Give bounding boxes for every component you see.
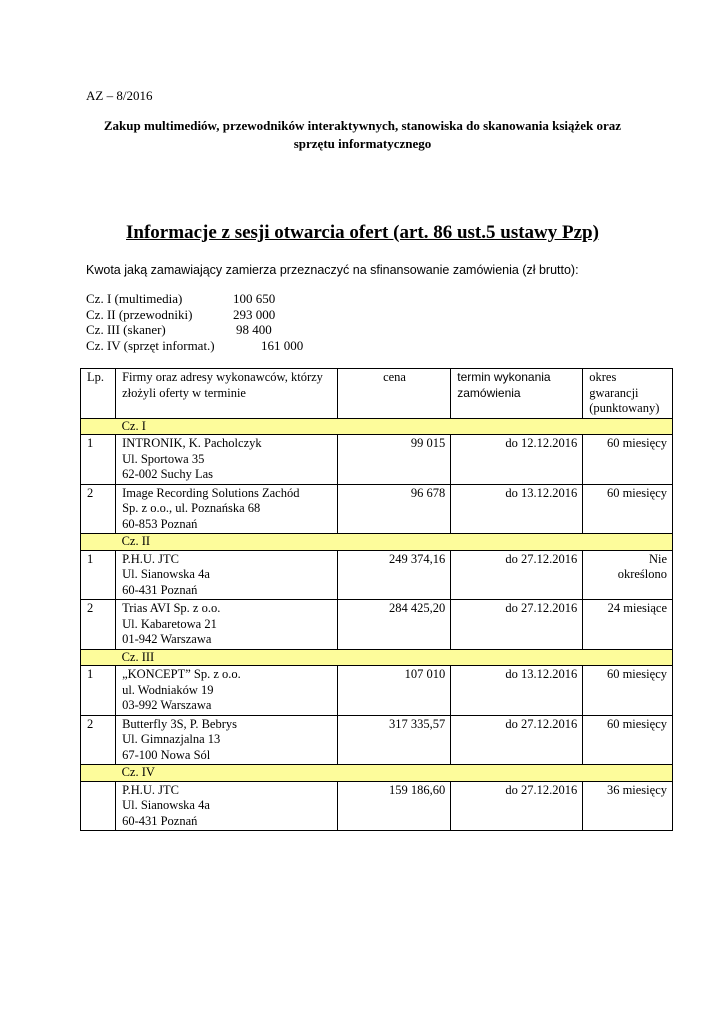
procurement-subject — [60, 117, 665, 153]
offer-lp: 1 — [81, 435, 116, 485]
document-title: Informacje z sesji otwarcia ofert (art. 86 ust.5 ustawy Pzp) — [126, 222, 599, 243]
offer-price: 249 374,16 — [337, 550, 450, 600]
firm-line: ul. Wodniaków 19 — [122, 682, 214, 697]
firm-line: Butterfly 3S, P. Bebrys — [122, 716, 237, 731]
warranty-line: 60 miesięcy — [606, 485, 667, 500]
offer-warranty — [583, 715, 673, 765]
firm-line: Trias AVI Sp. z o.o. — [122, 601, 221, 615]
budget-label: Cz. II (przewodniki) — [86, 306, 193, 322]
firm-line: 03-992 Warszawa — [122, 698, 212, 712]
header-warranty-line: okres — [589, 370, 617, 384]
firm-line: „KONCEPT” Sp. z o.o. — [122, 667, 241, 681]
part-row — [81, 765, 673, 782]
header-firm: Firmy oraz adresy wykonawców, którzy złożyli oferty w terminie — [116, 369, 338, 419]
offer-price: 159 186,60 — [337, 781, 450, 831]
firm-line: 62-002 Suchy Las — [122, 467, 214, 481]
offer-firm — [116, 715, 338, 765]
warranty-line: 60 miesięcy — [606, 436, 667, 450]
offer-term: do 27.12.2016 — [451, 600, 583, 650]
offer-price: 317 335,57 — [337, 715, 450, 765]
offer-lp: 2 — [81, 484, 116, 534]
offer-warranty — [583, 600, 673, 650]
offer-term: do 12.12.2016 — [451, 435, 583, 485]
header-term-line: zamówienia — [457, 385, 521, 400]
part-row — [81, 534, 673, 551]
subject-line: sprzętu informatycznego — [293, 136, 432, 151]
offer-warranty — [583, 435, 673, 485]
offer-row — [81, 550, 673, 600]
budget-amount: 98 400 — [236, 322, 272, 337]
offer-row — [81, 484, 673, 534]
budget-amount: 293 000 — [233, 306, 276, 322]
header-warranty-line: (punktowany) — [589, 401, 660, 415]
firm-line: Ul. Sportowa 35 — [122, 451, 205, 466]
offer-warranty — [583, 666, 673, 716]
offer-term: do 13.12.2016 — [451, 484, 583, 534]
part-spacer — [81, 649, 116, 666]
document-reference: AZ – 8/2016 — [86, 88, 153, 103]
budget-intro: Kwota jaką zamawiający zamierza przeznaczyć na sfinansowanie zamówienia (zł brutto): — [86, 263, 579, 277]
offer-warranty — [583, 550, 673, 600]
header-term-line: termin wykonania — [457, 370, 551, 384]
offer-lp: 2 — [81, 715, 116, 765]
offer-firm — [116, 484, 338, 534]
header-price: cena — [337, 369, 450, 419]
firm-line: P.H.U. JTC — [122, 551, 180, 566]
part-label: Cz. II — [116, 534, 673, 551]
warranty-line: 60 miesięcy — [606, 667, 667, 681]
firm-line: Ul. Sianowska 4a — [122, 798, 210, 812]
part-label: Cz. III — [116, 649, 673, 666]
offer-term: do 27.12.2016 — [451, 715, 583, 765]
offer-term: do 27.12.2016 — [451, 781, 583, 831]
offer-firm — [116, 781, 338, 831]
budget-amount: 161 000 — [261, 337, 304, 353]
warranty-line: 60 miesięcy — [606, 716, 667, 731]
part-spacer — [81, 534, 116, 551]
offer-lp: 1 — [81, 666, 116, 716]
firm-line: 60-431 Poznań — [122, 582, 198, 597]
header-warranty-line: gwarancji — [589, 385, 639, 400]
table-header-row — [81, 369, 673, 419]
offer-lp: 2 — [81, 600, 116, 650]
offer-row — [81, 715, 673, 765]
offer-row — [81, 600, 673, 650]
budget-label: Cz. IV (sprzęt informat.) — [86, 337, 215, 353]
firm-line: 67-100 Nowa Sól — [122, 747, 211, 762]
part-spacer — [81, 765, 116, 782]
offers-table — [80, 368, 673, 831]
part-label: Cz. IV — [116, 765, 673, 782]
offer-lp: 1 — [81, 550, 116, 600]
firm-line: P.H.U. JTC — [122, 782, 180, 797]
offer-firm — [116, 550, 338, 600]
warranty-line: określono — [617, 567, 667, 581]
offer-warranty — [583, 781, 673, 831]
offer-row — [81, 666, 673, 716]
firm-line: 60-853 Poznań — [122, 516, 198, 531]
budget-label: Cz. I (multimedia) — [86, 291, 183, 306]
offer-price: 107 010 — [337, 666, 450, 716]
offer-term: do 27.12.2016 — [451, 550, 583, 600]
part-row — [81, 649, 673, 666]
offer-price: 96 678 — [337, 484, 450, 534]
firm-line: Ul. Gimnazjalna 13 — [122, 732, 221, 746]
header-warranty — [583, 369, 673, 419]
firm-line: Sp. z o.o., ul. Poznańska 68 — [122, 501, 261, 515]
warranty-line: 36 miesięcy — [606, 782, 667, 797]
offer-firm — [116, 600, 338, 650]
part-row — [81, 418, 673, 435]
warranty-line: Nie — [648, 551, 667, 566]
header-term — [451, 369, 583, 419]
subject-line: Zakup multimediów, przewodników interaktywnych, stanowiska do skanowania książek oraz — [103, 118, 622, 133]
firm-line: 60-431 Poznań — [122, 813, 198, 828]
offer-term: do 13.12.2016 — [451, 666, 583, 716]
warranty-line: 24 miesiące — [607, 601, 667, 615]
offer-row — [81, 781, 673, 831]
offer-row — [81, 435, 673, 485]
firm-line: Ul. Sianowska 4a — [122, 567, 210, 581]
firm-line: Ul. Kabaretowa 21 — [122, 616, 217, 631]
offer-price: 99 015 — [337, 435, 450, 485]
header-lp: Lp. — [81, 369, 116, 419]
firm-line: 01-942 Warszawa — [122, 632, 212, 646]
offer-price: 284 425,20 — [337, 600, 450, 650]
part-spacer — [81, 418, 116, 435]
firm-line: INTRONIK, K. Pacholczyk — [122, 436, 262, 450]
offer-firm — [116, 666, 338, 716]
budget-amount: 100 650 — [233, 291, 276, 306]
offer-warranty — [583, 484, 673, 534]
part-label: Cz. I — [116, 418, 673, 435]
firm-line: Image Recording Solutions Zachód — [122, 485, 300, 500]
offer-firm — [116, 435, 338, 485]
offer-lp — [81, 781, 116, 831]
budget-label: Cz. III (skaner) — [86, 322, 166, 337]
